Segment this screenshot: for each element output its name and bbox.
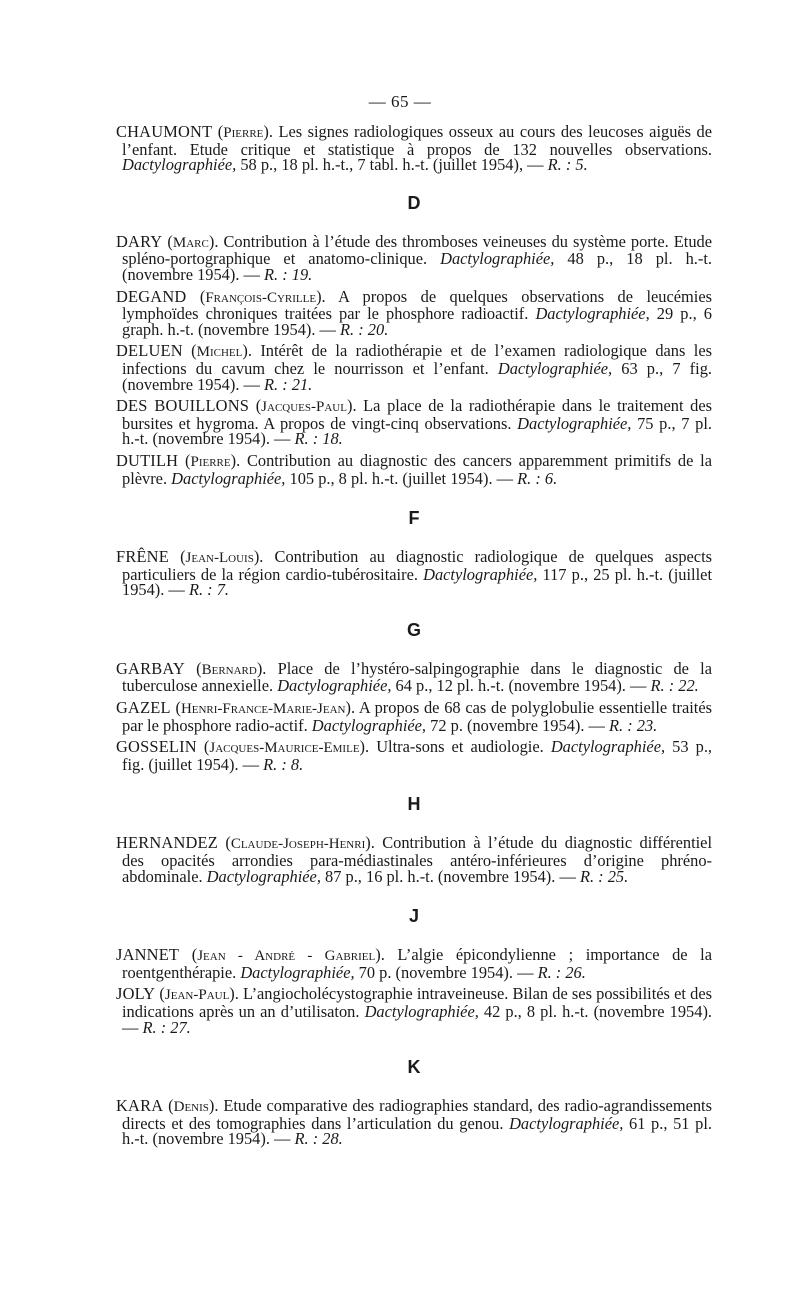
thesis-title: . A propos de quelques observations de leucémies lymphoïdes chroniques traitées par le phosphore radioactif. [122,286,713,324]
thesis-details: 105 p., 8 pl. h.-t. (juillet 1954). — [285,468,518,488]
thesis-format: Dactylographiée, [171,468,286,488]
section-letter: F [408,508,420,529]
author-surname: CHAUMONT [116,122,213,141]
author-given-name: Michel [196,344,243,361]
reference-number: R. : 20. [340,319,389,339]
bibliography-entry: JOLY (Jean-Paul). L’angiocholécystographie intraveineuse. Bilan de ses possibilités et des indications après un an d’utilisaton. Dactylographiée, 42 p., 8 pl. h.-t. (novembre 1954). — R. : 27. [116,984,713,1037]
author-surname: DEGAND [116,286,187,306]
thesis-details: 72 p. (novembre 1954). — [426,715,610,735]
author-surname: GOSSELIN [116,737,197,757]
author-given-name: Henri-France-Marie-Jean [180,701,346,718]
author-given-name: Bernard [201,661,257,678]
thesis-title: . A propos de 68 cas de polyglobulie essentielle traités par le phosphore radio-actif. [122,698,712,735]
thesis-details: 58 p., 18 pl. h.-t., 7 tabl. h.-t. (juillet 1954), — [236,155,548,175]
thesis-title: . Place de l’hystéro-salpingographie dans le diagnostic de la tuberculose annexielle. [122,658,712,696]
author-surname: DARY [116,231,163,251]
author-surname: FRÊNE [116,547,169,567]
thesis-details: 61 p., 51 pl. h.-t. (novembre 1954). — [122,1113,712,1149]
bibliography-list [90,124,712,1153]
section-letter: G [406,619,421,640]
thesis-title: . Etude comparative des radiographies standard, des radio-agrandissements directs et des tomographies dans l’articulation du genou. [122,1096,712,1133]
section-letter: H [407,794,421,815]
author-surname: DUTILH [116,450,179,470]
thesis-format: Dactylographiée, [311,715,427,735]
thesis-details: 29 p., 6 graph. h.-t. (novembre 1954). — [122,304,712,339]
thesis-title: . Contribution à l’étude des thromboses veineuses du système porte. Etude spléno-portographique et anatomo-clinique. [122,231,712,269]
thesis-title: . L’algie épicondylienne ; importance de la roentgenthérapie. [122,945,712,982]
reference-number: R. : 28. [294,1129,343,1149]
thesis-details: 87 p., 16 pl. h.-t. (novembre 1954). — [320,866,580,886]
thesis-details: 63 p., 7 fig. (novembre 1954). — [122,358,712,394]
section-letter: J [408,906,419,927]
reference-number: R. : 7. [188,580,229,600]
thesis-format: Dactylographiée, [206,866,321,886]
author-given-name: Pierre [190,453,231,470]
author-given-name: Jean-Paul [164,987,230,1004]
thesis-title: . Contribution au diagnostic radiologique de quelques aspects particuliers de la région cardio-tubérositaire. [122,547,713,584]
thesis-details: 64 p., 12 pl. h.-t. (novembre 1954). — [391,676,651,696]
thesis-format: Dactylographiée, [440,249,555,269]
reference-number: R. : 19. [264,264,313,284]
author-surname: GARBAY [116,658,185,678]
author-surname: HERNANDEZ [116,833,218,853]
author-surname: GAZEL [116,698,171,718]
thesis-format: Dactylographiée, [240,962,355,982]
thesis-title: . L’angiocholécystographie intraveineuse. Bilan de ses possibilités et des indications après un an d’utilisaton. [122,984,713,1021]
bibliography-entry: DARY (Marc). Contribution à l’étude des thromboses veineuses du système porte. Etude spléno-portographique et anatomo-clinique. Dactylographiée, 48 p., 18 pl. h.-t. (novembre 1954). — R. : 19. [116,231,712,284]
bibliography-entry: GAZEL (Henri-France-Marie-Jean). A propos de 68 cas de polyglobulie essentielle traités par le phosphore radio-actif. Dactylographiée, 72 p. (novembre 1954). — R. : 23. [116,698,712,735]
thesis-title: . Intérêt de la radiothérapie et de l’examen radiologique dans les infections du cavum chez le nourrisson et l’enfant. [122,341,712,378]
author-given-name: François-Cyrille [205,289,317,306]
thesis-format: Dactylographiée, [277,676,392,696]
author-given-name: Marc [172,234,209,251]
thesis-details: 48 p., 18 pl. h.-t. (novembre 1954). — [122,249,712,284]
bibliography-entry: GOSSELIN (Jacques-Maurice-Emile). Ultra-sons et audiologie. Dactylographiée, 53 p., fig. (juillet 1954). — R. : 8. [116,737,713,774]
reference-number: R. : 22. [650,676,699,696]
thesis-format: Dactylographiée, [517,413,632,433]
bibliography-entry: FRÊNE (Jean-Louis). Contribution au diagnostic radiologique de quelques aspects particuliers de la région cardio-tubérositaire. Dactylographiée, 117 p., 25 pl. h.-t. (juillet 1954). — R. : 7. [116,547,713,600]
author-surname: JOLY [116,984,156,1004]
thesis-format: Dactylographiée, [122,155,237,175]
thesis-details: 117 p., 25 pl. h.-t. (juillet 1954). — [122,564,712,600]
thesis-details: 75 p., 7 pl. h.-t. (novembre 1954). — [122,413,712,449]
bibliography-entry: DUTILH (Pierre). Contribution au diagnostic des cancers apparemment primitifs de la plèvre. Dactylographiée, 105 p., 8 pl. h.-t. (juillet 1954). — R. : 6. [116,450,713,488]
thesis-format: Dactylographiée, [423,564,538,584]
bibliography-entry: KARA (Denis). Etude comparative des radiographies standard, des radio-agrandissements directs et des tomographies dans l’articulation du genou. Dactylographiée, 61 p., 51 pl. h.-t. (novembre 1954). — R. : 28. [116,1096,712,1149]
reference-number: R. : 5. [547,155,588,175]
bibliography-entry: DELUEN (Michel). Intérêt de la radiothérapie et de l’examen radiologique dans les infections du cavum chez le nourrisson et l’enfant. Dactylographiée, 63 p., 7 fig. (novembre 1954). — R. : 21. [116,341,712,394]
thesis-title: . Les signes radiologiques osseux au cours des leucoses aiguës de l’enfant. Etude critique et statistique à propos de 132 nouvelles observations. [122,122,712,159]
author-surname: KARA [116,1096,164,1116]
section-letter: K [407,1057,421,1078]
author-given-name: Pierre [223,125,264,141]
bibliography-entry: JANNET (Jean - André - Gabriel). L’algie épicondylienne ; importance de la roentgenthérapie. Dactylographiée, 70 p. (novembre 1954). — R. : 26. [116,945,712,982]
author-surname: DELUEN [116,341,183,361]
thesis-format: Dactylographiée, [364,1002,479,1021]
author-given-name: Jacques-Maurice-Emile [209,740,360,757]
reference-number: R. : 27. [142,1017,191,1037]
thesis-format: Dactylographiée, [535,304,650,324]
bibliography-entry: CHAUMONT (Pierre). Les signes radiologiques osseux au cours des leucoses aiguës de l’enfant. Etude critique et statistique à propos de 132 nouvelles observations. Dactylographiée, 58 p., 18 pl. h.-t., 7 tabl. h.-t. (juillet 1954), — R. : 5. [116,122,712,175]
reference-number: R. : 21. [264,374,313,394]
author-surname: JANNET [116,945,180,965]
reference-number: R. : 6. [517,468,558,488]
author-given-name: Jean-Louis [185,550,254,567]
thesis-title: . Contribution à l’étude du diagnostic différentiel des opacités arrondies para-médiastinales antéro-inférieures d’origine phréno-abdominale. [122,833,713,886]
reference-number: R. : 25. [579,866,629,886]
thesis-title: . Contribution au diagnostic des cancers apparemment primitifs de la plèvre. [122,450,713,488]
thesis-details: 70 p. (novembre 1954). — [354,962,538,982]
reference-number: R. : 26. [537,962,586,982]
reference-number: R. : 23. [609,715,658,735]
section-letter: D [407,192,421,213]
thesis-details: 42 p., 8 pl. h.-t. (novembre 1954). — [122,1002,712,1037]
thesis-title: . Ultra-sons et audiologie. [365,737,551,757]
author-given-name: Claude-Joseph-Henri [230,836,366,853]
author-surname: DES BOUILLONS [116,396,250,416]
author-given-name: Denis [173,1099,209,1116]
thesis-format: Dactylographiée, [509,1113,624,1133]
bibliography-entry: DEGAND (François-Cyrille). A propos de quelques observations de leucémies lymphoïdes chroniques traitées par le phosphore radioactif. Dactylographiée, 29 p., 6 graph. h.-t. (novembre 1954). — R. : 20. [116,286,713,339]
thesis-details: 53 p., fig. (juillet 1954). — [122,737,713,774]
bibliography-entry: HERNANDEZ (Claude-Joseph-Henri). Contribution à l’étude du diagnostic différentiel des opacités arrondies para-médiastinales antéro-inférieures d’origine phréno-abdominale. Dactylographiée, 87 p., 16 pl. h.-t. (novembre 1954). — R. : 25. [116,833,713,886]
author-given-name: Jean - André - Gabriel [197,948,376,965]
reference-number: R. : 8. [263,754,304,774]
bibliography-entry: GARBAY (Bernard). Place de l’hystéro-salpingographie dans le diagnostic de la tuberculose annexielle. Dactylographiée, 64 p., 12 pl. h.-t. (novembre 1954). — R. : 22. [116,658,712,696]
thesis-title: . La place de la radiothérapie dans le traitement des bursites et hygroma. A propos de vingt-cinq observations. [122,396,712,433]
thesis-format: Dactylographiée, [550,737,666,757]
bibliography-entry: DES BOUILLONS (Jacques-Paul). La place de la radiothérapie dans le traitement des bursites et hygroma. A propos de vingt-cinq observations. Dactylographiée, 75 p., 7 pl. h.-t. (novembre 1954). — R. : 18. [116,396,712,449]
reference-number: R. : 18. [294,429,343,449]
page-number: — 65 — [368,92,432,111]
thesis-format: Dactylographiée, [497,358,613,378]
author-given-name: Jacques-Paul [261,399,347,416]
